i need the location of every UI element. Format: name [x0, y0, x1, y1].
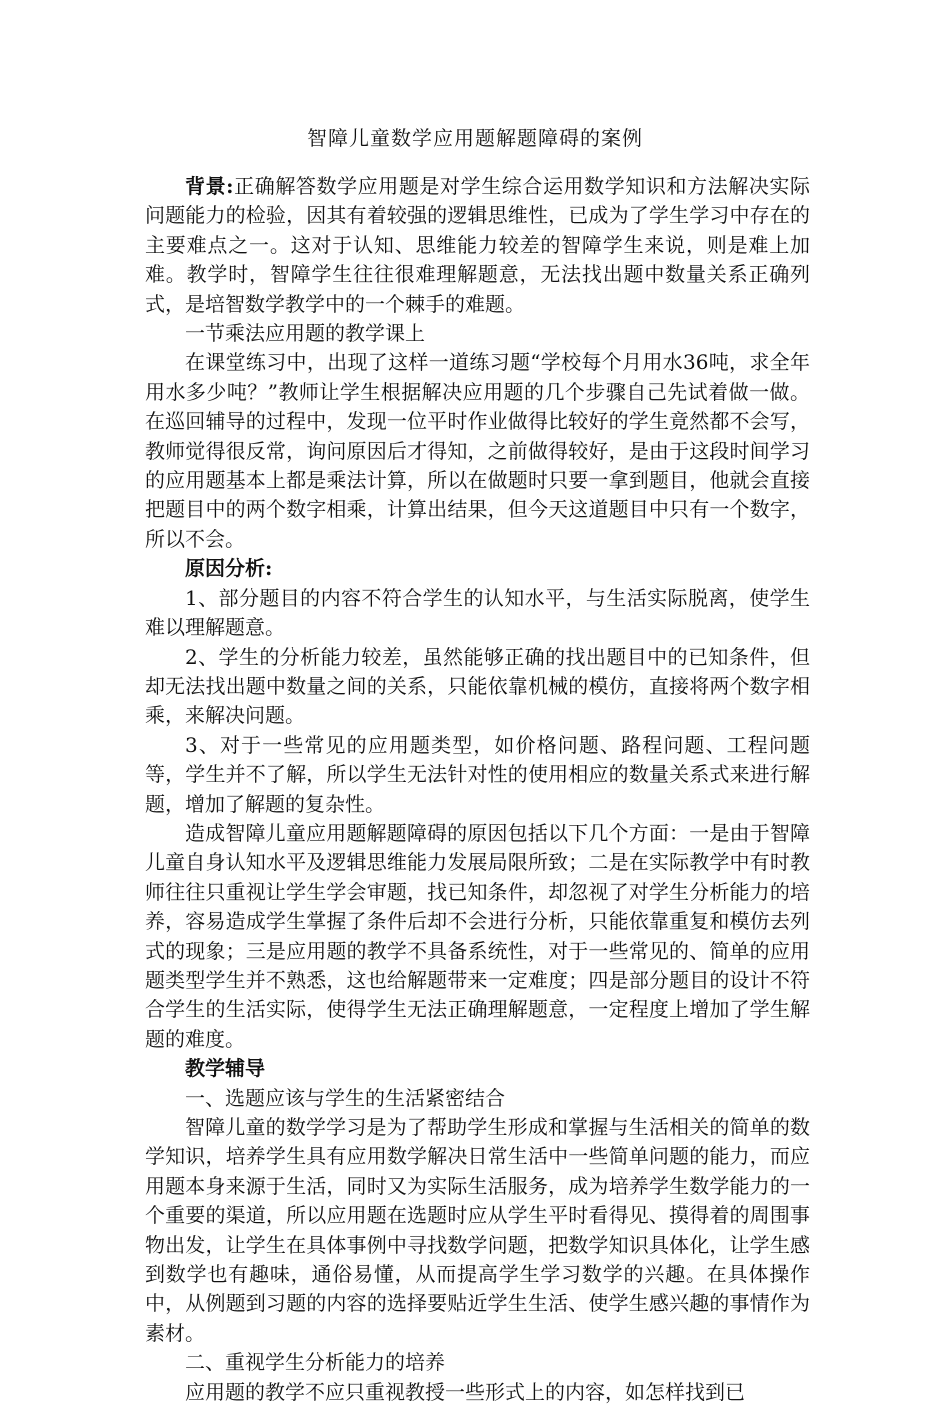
analysis-item: 1、部分题目的内容不符合学生的认知水平，与生活实际脱离，使学生难以理解题意。	[145, 585, 810, 640]
analysis-summary: 造成智障儿童应用题解题障碍的原因包括以下几个方面：一是由于智障儿童自身认知水平及逻辑思维能力发展局限所致；二是在实际教学中有时教师往往只重视让学生学会审题，找已知条件，却忽视了对学生分析能力的培养，容易造成学生掌握了条件后却不会进行分析，只能依靠重复和模仿去列式的现象；三是应用题的教学不具备系统性，对于一些常见的、简单的应用题类型学生并不熟悉，这也给解题带来一定难度；四是部分题目的设计不符合学生的生活实际，使得学生无法正确理解题意，一定程度上增加了学生解题的难度。	[145, 820, 810, 1051]
section-title: 二、重视学生分析能力的培养	[185, 1350, 445, 1375]
section-title: 一、选题应该与学生的生活紧密结合	[185, 1085, 505, 1110]
section-paragraph: 应用题的教学不应只重视教授一些形式上的内容，如怎样找到已	[185, 1379, 745, 1404]
case-intro: 一节乘法应用题的教学课上	[185, 321, 425, 346]
analysis-item: 3、对于一些常见的应用题类型，如价格问题、路程问题、工程问题等，学生并不了解，所以学生无法针对性的使用相应的数量关系式来进行解题，增加了解题的复杂性。	[145, 732, 810, 816]
analysis-item: 2、学生的分析能力较差，虽然能够正确的找出题目中的已知条件，但却无法找出题中数量之间的关系，只能依靠机械的模仿，直接将两个数字相乘，来解决问题。	[145, 644, 810, 728]
document-title: 智障儿童数学应用题解题障碍的案例	[307, 126, 643, 150]
section-paragraph: 智障儿童的数学学习是为了帮助学生形成和掌握与生活相关的简单的数学知识，培养学生具有应用数学解决日常生活中一些简单问题的能力，而应用题本身来源于生活，同时又为实际生活服务，成为培养学生数学能力的一个重要的渠道，所以应用题在选题时应从学生平时看得见、摸得着的周围事物出发，让学生在具体事例中寻找数学问题，把数学知识具体化，让学生感到数学也有趣味，通俗易懂，从而提高学生学习数学的兴趣。在具体操作中，从例题到习题的内容的选择要贴近学生生活、使学生感兴趣的事情作为素材。	[145, 1115, 810, 1345]
background-paragraph	[145, 172, 810, 319]
analysis-heading: 原因分析:	[185, 556, 273, 581]
background-text: 正确解答数学应用题是对学生综合运用数学知识和方法解决实际问题能力的检验，因其有着较强的逻辑思维性，已成为了学生学习中存在的主要难点之一。这对于认知、思维能力较差的智障学生来说，则是难上加难。教学时，智障学生往往很难理解题意，无法找出题中数量关系正确列式，是培智数学教学中的一个棘手的难题。	[145, 174, 810, 316]
document-body	[145, 172, 810, 1407]
case-paragraph: 在课堂练习中，出现了这样一道练习题“学校每个月用水36吨，求全年用水多少吨？”教师让学生根据解决应用题的几个步骤自己先试着做一做。在巡回辅导的过程中，发现一位平时作业做得比较好的学生竟然都不会写，教师觉得很反常，询问原因后才得知，之前做得较好，是由于这段时间学习的应用题基本上都是乘法计算，所以在做题时只要一拿到题目，他就会直接把题目中的两个数字相乘，计算出结果，但今天这道题目中只有一个数字，所以不会。	[145, 350, 810, 551]
guidance-heading: 教学辅导	[185, 1056, 265, 1081]
background-label: 背景:	[185, 174, 234, 198]
